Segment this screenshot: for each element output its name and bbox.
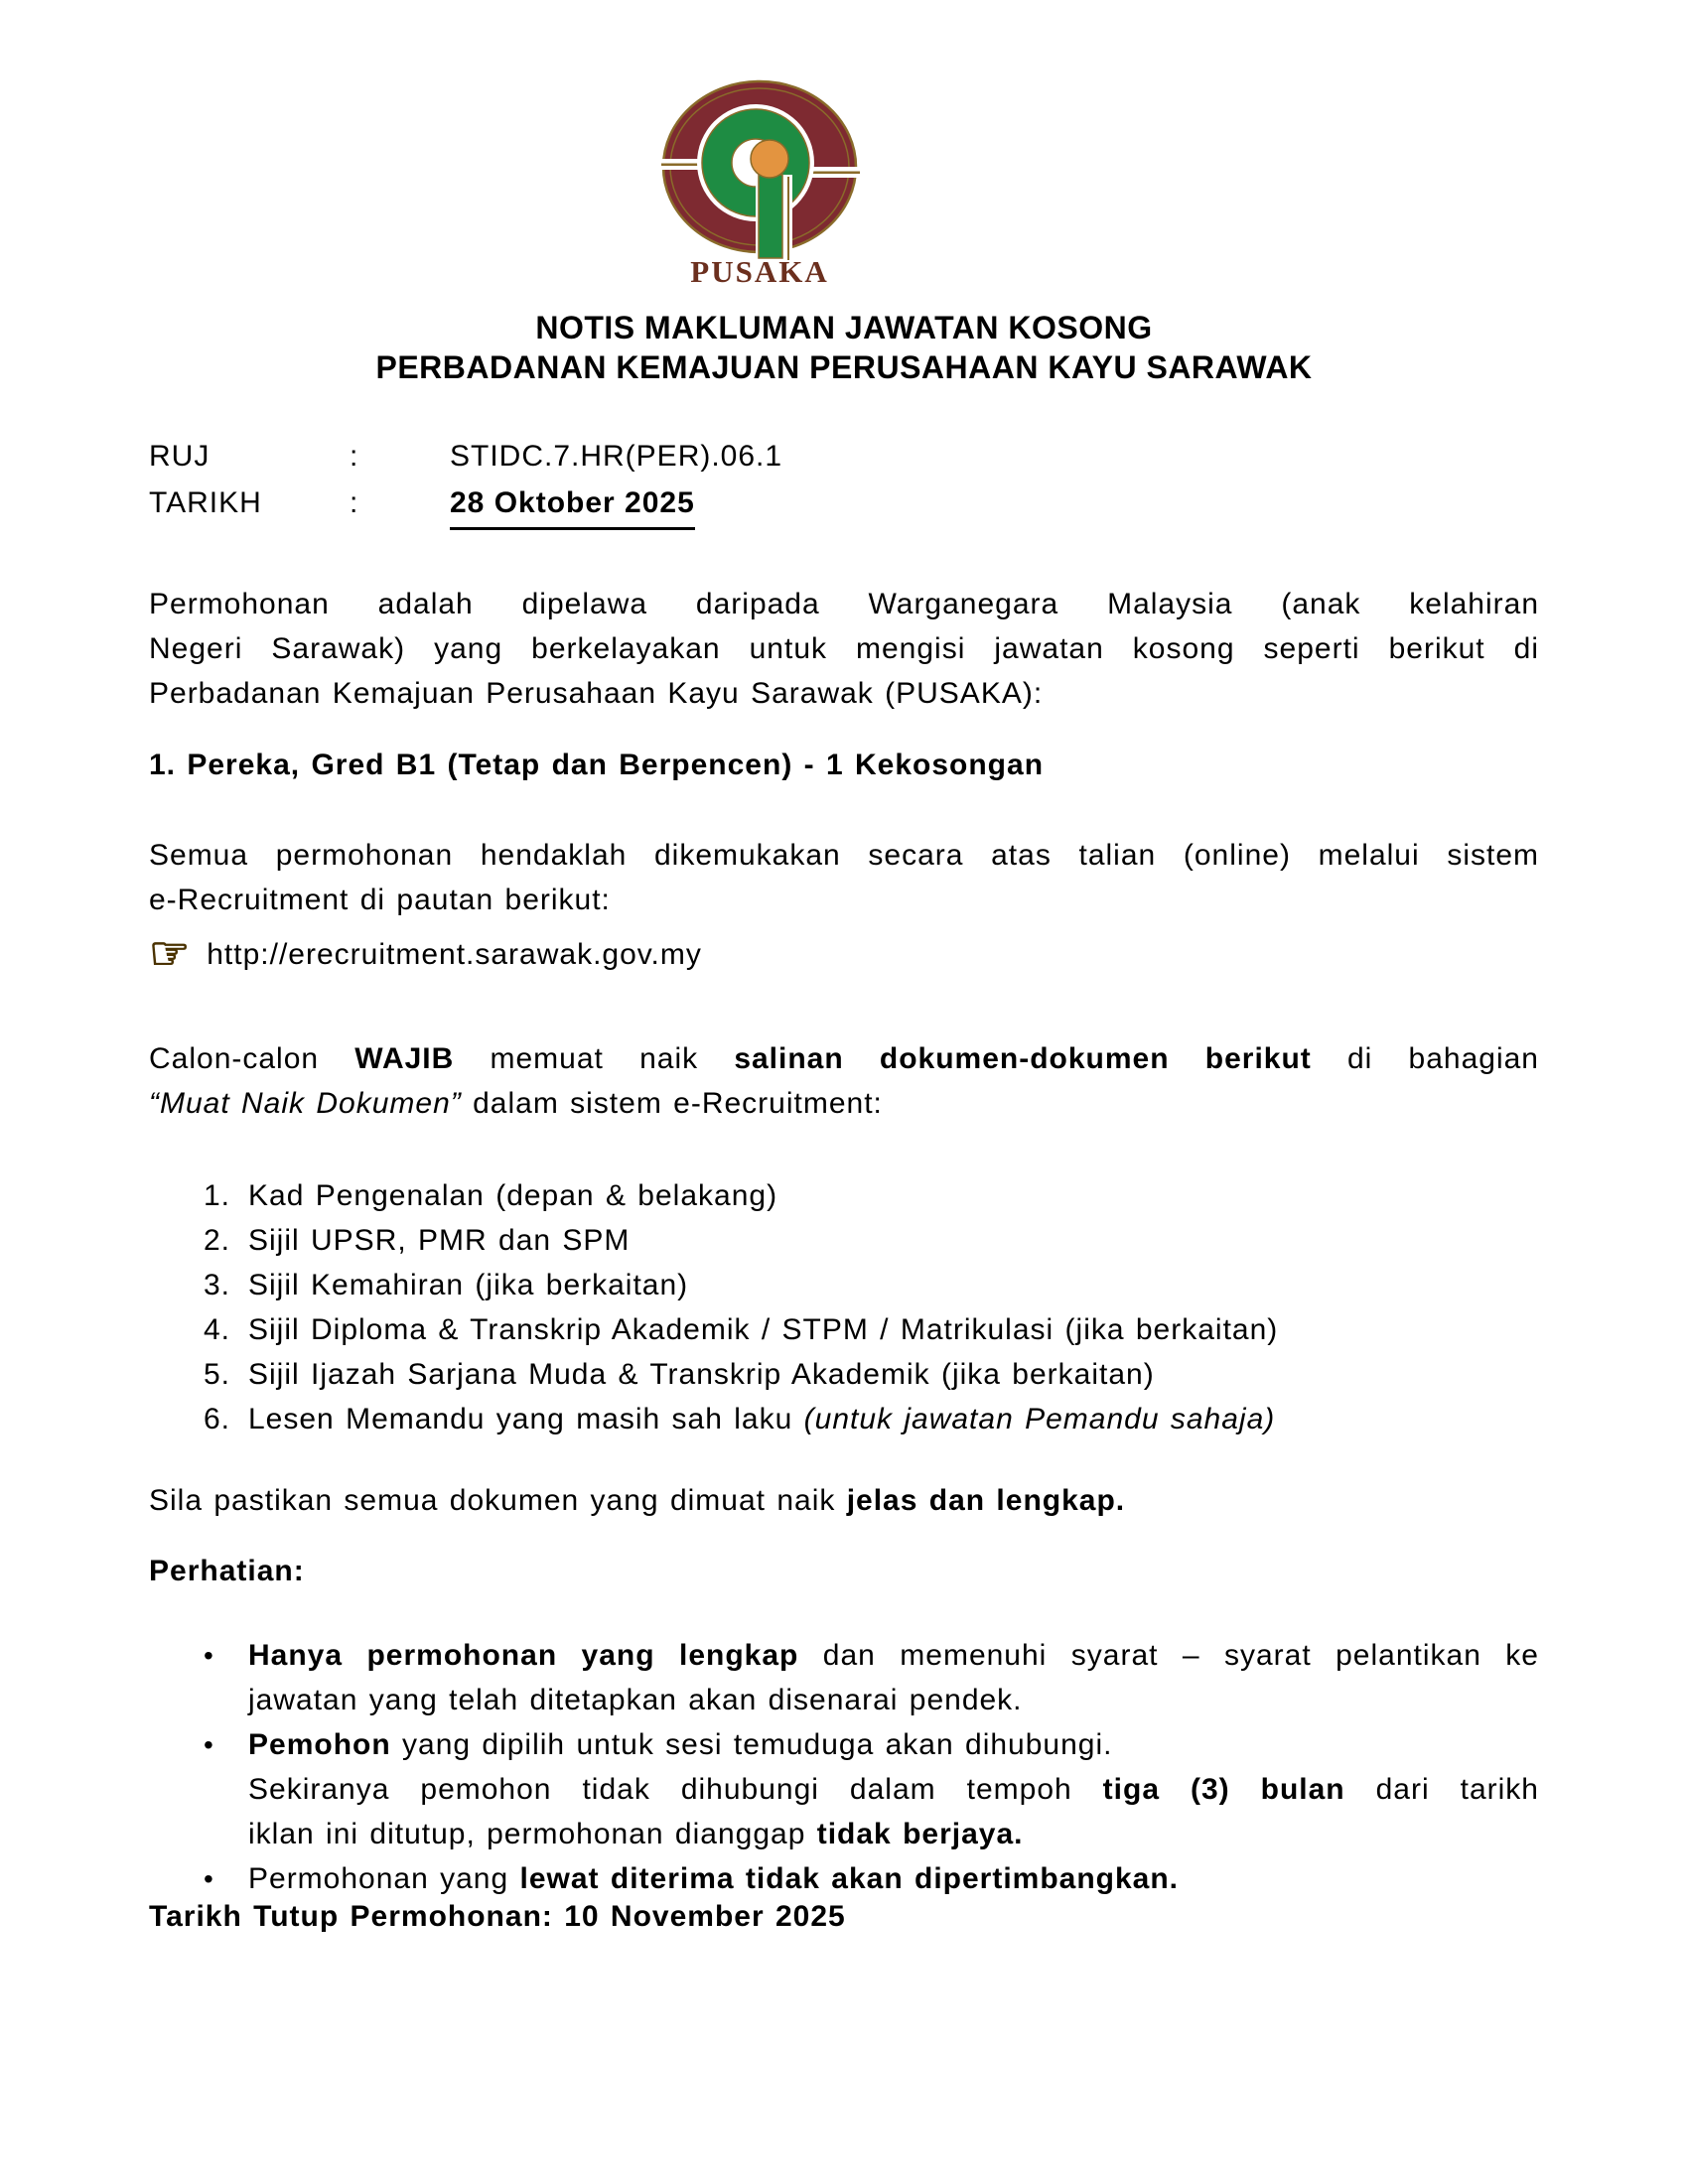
notes-list	[149, 1633, 1539, 1901]
checklist-item-5	[149, 1352, 1539, 1397]
documents-clear-note: Sila pastikan semua dokumen yang dimuat naik jelas dan lengkap.	[149, 1484, 1126, 1517]
online-instruction-paragraph: Semua permohonan hendaklah dikemukakan secara atas talian (online) melalui sistem e-Recruitment di pautan berikut:	[149, 839, 1539, 916]
erecruitment-url[interactable]: http://erecruitment.sarawak.gov.my	[207, 938, 702, 971]
upload-instruction-paragraph: Calon-calon WAJIB memuat naik salinan dokumen-dokumen berikut di bahagian “Muat Naik Dokumen” dalam sistem e-Recruitment:	[149, 1042, 1539, 1120]
erecruitment-link-row	[149, 927, 1539, 979]
checklist-item-1	[149, 1173, 1539, 1218]
note-item-1	[149, 1633, 1539, 1722]
tarikh-label: TARIKH	[149, 486, 262, 519]
bullet-icon: •	[204, 1640, 214, 1671]
item-text: Lesen Memandu yang masih sah laku (untuk jawatan Pemandu sahaja)	[248, 1403, 1276, 1435]
tarikh-separator: :	[350, 486, 359, 519]
logo-wordmark: PUSAKA	[690, 254, 829, 289]
perhatian-heading: Perhatian:	[149, 1555, 305, 1587]
note-text: Sekiranya pemohon tidak dihubungi dalam tempoh tiga (3) bulan dari tarikh iklan ini ditutup, permohonan dianggap tidak berjaya.	[248, 1773, 1539, 1850]
ref-row-tarikh	[149, 479, 1539, 530]
checklist-item-4	[149, 1307, 1539, 1352]
note-text: Pemohon yang dipilih untuk sesi temuduga akan dihubungi.	[248, 1728, 1113, 1761]
note-item-4	[149, 1856, 1539, 1901]
logo-orange-seed	[751, 140, 788, 178]
note-text: Permohonan yang lewat diterima tidak akan dipertimbangkan.	[248, 1862, 1180, 1895]
vacancy-heading: 1. Pereka, Gred B1 (Tetap dan Berpencen) - 1 Kekosongan	[149, 749, 1045, 781]
logo-green-stem	[759, 175, 782, 258]
item-number: 3.	[204, 1269, 231, 1301]
note-item-2	[149, 1722, 1539, 1767]
notice-title-line1: NOTIS MAKLUMAN JAWATAN KOSONG	[535, 310, 1153, 345]
bullet-icon	[204, 1767, 248, 1856]
checklist-item-3	[149, 1263, 1539, 1307]
item-text: Sijil Diploma & Transkrip Akademik / STPM / Matrikulasi (jika berkaitan)	[248, 1313, 1279, 1346]
item-number: 1.	[204, 1179, 231, 1212]
ref-row-ruj	[149, 433, 1539, 479]
notice-title-line2: PERBADANAN KEMAJUAN PERUSAHAAN KAYU SARAWAK	[375, 349, 1313, 385]
tarikh-value: 28 Oktober 2025	[450, 479, 695, 530]
reference-block	[149, 433, 1539, 530]
note-text: Hanya permohonan yang lengkap dan memenuhi syarat – syarat pelantikan ke jawatan yang telah ditetapkan akan disenarai pendek.	[248, 1639, 1539, 1716]
pointing-hand-icon: ☞	[149, 927, 192, 979]
item-text: Sijil Ijazah Sarjana Muda & Transkrip Akademik (jika berkaitan)	[248, 1358, 1155, 1391]
ruj-value: STIDC.7.HR(PER).06.1	[450, 440, 783, 473]
pusaka-logo	[640, 75, 879, 289]
ruj-label: RUJ	[149, 440, 211, 473]
item-number: 2.	[204, 1224, 231, 1257]
item-text: Sijil Kemahiran (jika berkaitan)	[248, 1269, 689, 1301]
closing-date-line: Tarikh Tutup Permohonan: 10 November 2025	[149, 1900, 846, 1933]
checklist-item-2	[149, 1218, 1539, 1263]
item-text: Sijil UPSR, PMR dan SPM	[248, 1224, 631, 1257]
intro-paragraph: Permohonan adalah dipelawa daripada Warganegara Malaysia (anak kelahiran Negeri Sarawak) yang berkelayakan untuk mengisi jawatan kosong seperti berikut di Perbadanan Kemajuan Perusahaan Kayu Sarawak (PUSAKA):	[149, 588, 1539, 710]
item-number: 5.	[204, 1358, 231, 1391]
bullet-icon: •	[204, 1729, 214, 1760]
checklist-item-6	[149, 1397, 1539, 1441]
note-item-3	[149, 1767, 1539, 1856]
notice-title	[149, 308, 1539, 387]
item-text: Kad Pengenalan (depan & belakang)	[248, 1179, 778, 1212]
item-number: 4.	[204, 1313, 231, 1346]
document-checklist	[149, 1173, 1539, 1441]
ruj-separator: :	[350, 440, 359, 473]
bullet-icon: •	[204, 1863, 214, 1894]
item-number: 6.	[204, 1403, 231, 1435]
